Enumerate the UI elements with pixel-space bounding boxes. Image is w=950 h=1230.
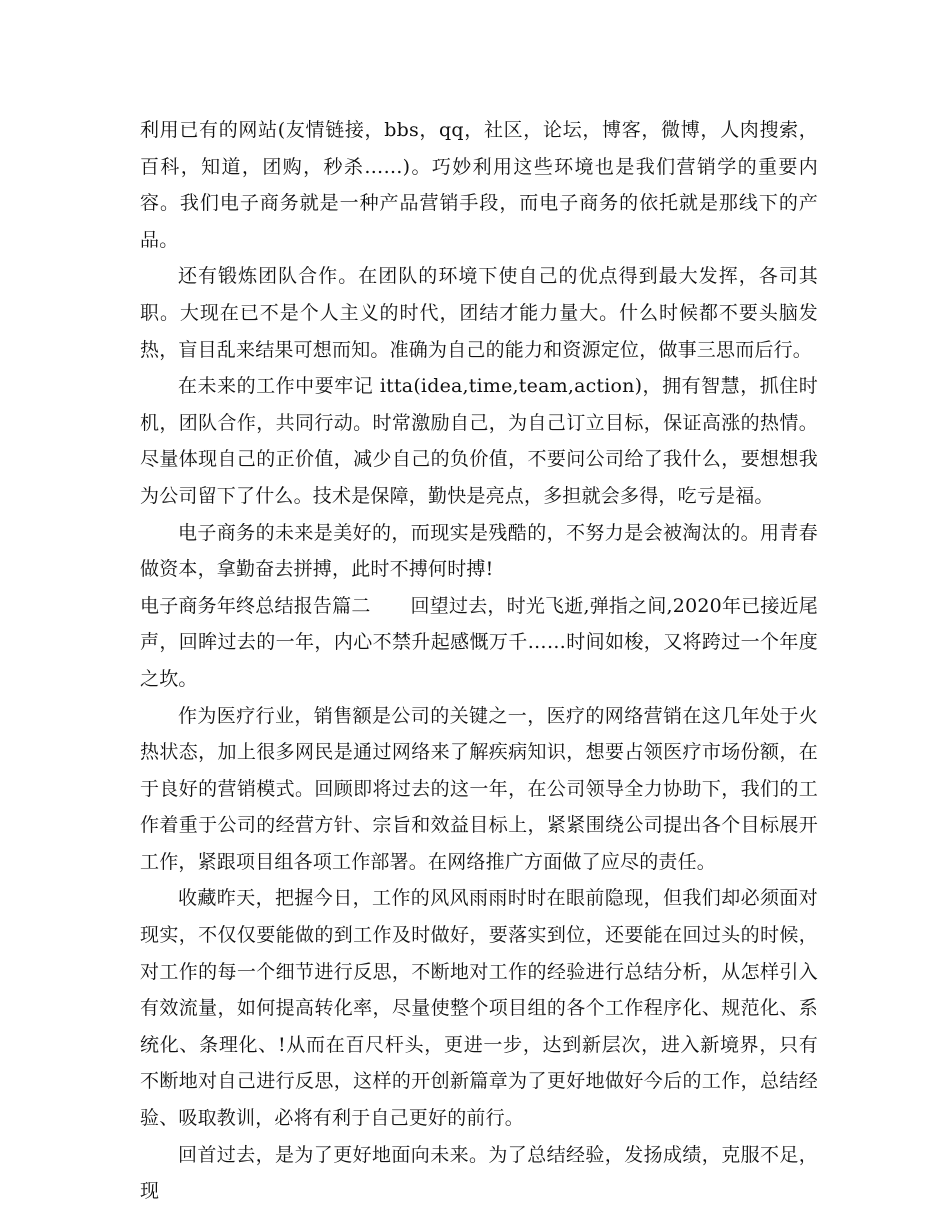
paragraph-3: 在未来的工作中要牢记 itta(idea,time,team,action)，拥有智慧，抓住时机，团队合作，共同行动。时常激励自己，为自己订立目标，保证高涨的热情。尽量体现自己的正价值，减少自己的负价值，不要问公司给了我什么，要想想我为公司留下了什么。技术是保障，勤快是亮点，多担就会多得，吃亏是福。 xyxy=(140,375,818,507)
section-title: 电子商务年终总结报告篇二 xyxy=(140,594,371,617)
paragraph-7: 回首过去，是为了更好地面向未来。为了总结经验，发扬成绩，克服不足，现 xyxy=(140,1143,818,1203)
paragraph-6: 收藏昨天，把握今日，工作的风风雨雨时时在眼前隐现，但我们却必须面对现实，不仅仅要能做的到工作及时做好，要落实到位，还要能在回过头的时候，对工作的每一个细节进行反思，不断地对工作的经验进行总结分析，从怎样引入有效流量，如何提高转化率，尽量使整个项目组的各个工作程序化、规范化、系统化、条理化、!从而在百尺杆头，更进一步，达到新层次，进入新境界，只有不断地对自己进行反思，这样的开创新篇章为了更好地做好今后的工作，总结经验、吸取教训，必将有利于自己更好的前行。 xyxy=(140,887,818,1130)
paragraph-5: 作为医疗行业，销售额是公司的关键之一，医疗的网络营销在这几年处于火热状态，加上很多网民是通过网络来了解疾病知识，想要占领医疗市场份额，在于良好的营销模式。回顾即将过去的这一年，在公司领导全力协助下，我们的工作着重于公司的经营方针、宗旨和效益目标上，紧紧围绕公司提出各个目标展开工作，紧跟项目组各项工作部署。在网络推广方面做了应尽的责任。 xyxy=(140,704,818,873)
paragraph-1: 利用已有的网站(友情链接，bbs，qq，社区，论坛，博客，微博，人肉搜索，百科，知道，团购，秒杀……)。巧妙利用这些环境也是我们营销学的重要内容。我们电子商务就是一种产品营销手段，而电子商务的依托就是那线下的产品。 xyxy=(140,119,818,251)
paragraph-4: 电子商务的未来是美好的，而现实是残酷的，不努力是会被淘汰的。用青春做资本，拿勤奋去拼搏，此时不搏何时搏! xyxy=(140,521,818,581)
section-heading-paragraph xyxy=(140,588,818,698)
paragraph-2: 还有锻炼团队合作。在团队的环境下使自己的优点得到最大发挥，各司其职。大现在已不是个人主义的时代，团结才能力量大。什么时候都不要头脑发热，盲目乱来结果可想而知。准确为自己的能力和资源定位，做事三思而后行。 xyxy=(140,265,818,361)
document-body xyxy=(140,112,818,1210)
section-lead-text: 回望过去，时光飞逝,弹指之间,2020年已接近尾声，回眸过去的一年，内心不禁升起感慨万千……时间如梭，又将跨过一个年度之坎。 xyxy=(140,594,819,690)
